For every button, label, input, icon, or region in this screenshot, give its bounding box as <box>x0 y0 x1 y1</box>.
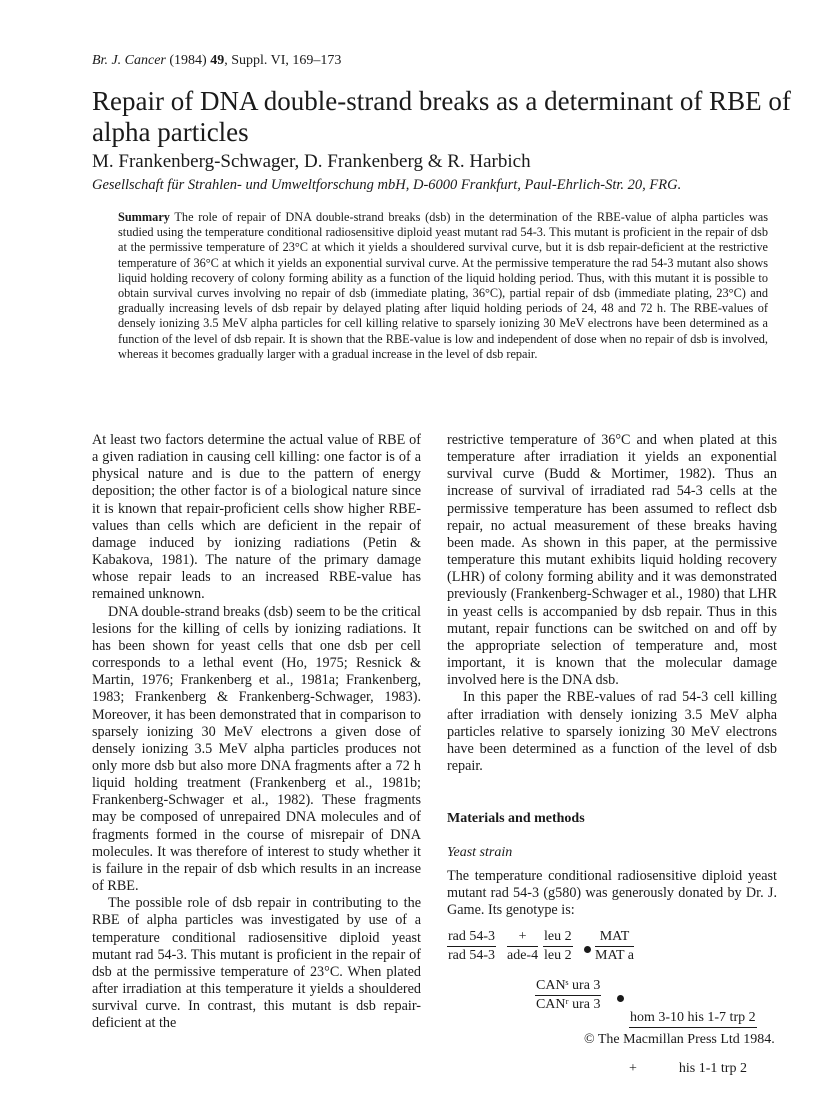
genotype-fraction <box>447 929 496 964</box>
journal-year: (1984) <box>169 53 207 68</box>
journal-name: Br. J. Cancer <box>92 53 166 68</box>
genotype-bottom: ade-4 <box>507 948 539 963</box>
left-column <box>92 432 421 1032</box>
journal-volume: 49 <box>210 53 225 68</box>
genotype-bottom: CANʳ ura 3 <box>535 997 601 1012</box>
genotype-bottom: MAT a <box>595 948 635 963</box>
paragraph: In this paper the RBE-values of rad 54-3 cell killing after irradiation with densely ionizing 3.5 MeV alpha particles relative to sparsely ionizing 30 MeV electrons have been determined as a function of the level of dsb repair. <box>447 689 777 774</box>
yeast-strain-text: The temperature conditional radiosensitive diploid yeast mutant rad 54-3 (g580) was generously donated by Dr. J. Game. Its genotype is: <box>447 868 777 919</box>
paper-title: Repair of DNA double-strand breaks as a determinant of RBE of alpha particles <box>92 86 791 147</box>
paragraph: restrictive temperature of 36°C and when plated at this temperature after irradiation it yields an exponential survival curve (Budd & Mortimer, 1982). Thus an increase of survival of irradiated rad 54-3 cells at the permissive temperature has been assumed to reflect dsb repair, no actual measurement of these breaks having been made. As shown in this paper, at the permissive temperature this mutant exhibits liquid holding recovery (LHR) of colony forming ability and it was demonstrated previously (Frankenberg-Schwager et al., 1980) that LHR in yeast cells is accompanied by dsb repair. Thus in this mutant, repair functions can be switched on and off by the appropriate selection of temperature and, most important, it is known that the molecular damage involved here is the DNA dsb. <box>447 432 777 689</box>
genotype-line-1 <box>447 929 647 969</box>
genotype-fraction <box>595 929 634 964</box>
genotype-top: CANˢ ura 3 <box>535 978 601 996</box>
genotype-top: hom 3-10 his 1-7 trp 2 <box>629 1010 757 1028</box>
paragraph: At least two factors determine the actual value of RBE of a given radiation in causing cell killing: one factor is of a physical nature and is due to the pattern of energy deposition; the other factor is of a biological nature since it is known that repair-proficient cells show higher RBE-values than cells which are deficient in the repair of damage induced by ionizing radiations (Petin & Kabakova, 1981). The nature of the primary damage whose repair leads to an increased RBE-value has remained unknown. <box>92 432 421 603</box>
right-column <box>447 432 777 775</box>
genotype-fraction <box>535 978 601 1013</box>
genotype-dot <box>617 995 624 1002</box>
genotype-top: + <box>507 929 538 947</box>
paragraph: The possible role of dsb repair in contributing to the RBE of alpha particles was investigated by use of a temperature conditional radiosensitive diploid yeast mutant rad 54-3. This mutant is proficient in the repair of dsb at the permissive temperature of 23°C. When plated after irradiation at this temperature it yields a shouldered survival curve. In contrast, this mutant is dsb repair-deficient at the <box>92 895 421 1032</box>
authors: M. Frankenberg-Schwager, D. Frankenberg & R. Harbich <box>92 151 531 172</box>
subsection-heading: Yeast strain <box>447 845 513 860</box>
genotype-bottom: rad 54-3 <box>448 948 496 963</box>
paragraph: DNA double-strand breaks (dsb) seem to be the critical lesions for the killing of cells by ionizing radiations. It has been shown for yeast cells that one dsb per cell corresponds to a lethal event (Ho, 1975; Resnick & Martin, 1976; Frankenberg et al., 1981a; Frankenberg, 1983; Frankenberg & Frankenberg-Schwager, 1983). Moreover, it has been demonstrated that in comparison to sparsely ionizing 30 MeV electrons a given dose of densely ionizing 3.5 MeV alpha particles produces not only more dsb but also more DNA fragments after a 72 h liquid holding treatment (Frankenberg et al., 1981b; Frankenberg-Schwager et al., 1982). These fragments may be composed of unrepaired DNA molecules and of fragments formed in the course of misrepair of DNA molecules. It was therefore of interest to study whether it is failure in the repair of dsb which results in an increase of RBE. <box>92 603 421 895</box>
summary-label: Summary <box>118 210 170 224</box>
journal-pages: , Suppl. VI, 169–173 <box>224 53 342 68</box>
summary <box>118 210 768 362</box>
journal-citation <box>92 53 341 69</box>
genotype-fraction <box>507 929 538 964</box>
affiliation: Gesellschaft für Strahlen- und Umweltforschung mbH, D-6000 Frankfurt, Paul-Ehrlich-Str. 20, FRG. <box>92 177 682 193</box>
genotype-bottom: + his 1-1 trp 2 <box>629 1061 747 1076</box>
genotype-dot <box>584 946 591 953</box>
genotype-top: rad 54-3 <box>447 929 496 947</box>
genotype-bottom: leu 2 <box>544 948 572 963</box>
genotype-fraction <box>543 929 573 964</box>
genotype-top: leu 2 <box>543 929 573 947</box>
genotype-top: MAT <box>595 929 634 947</box>
section-heading: Materials and methods <box>447 811 585 826</box>
copyright: © The Macmillan Press Ltd 1984. <box>584 1032 775 1047</box>
summary-text: The role of repair of DNA double-strand breaks (dsb) in the determination of the RBE-value of alpha particles was studied using the temperature conditional radiosensitive diploid yeast mutant rad 54-3. This mutant is proficient in the repair of dsb at the permissive temperature of 23°C at which it yields a shouldered survival curve, but it is dsb repair-deficient at the restrictive temperature of 36°C at which it yields an exponential survival curve. At the permissive temperature the rad 54-3 mutant also shows liquid holding recovery of colony forming ability as a function of the liquid holding period. Thus, with this mutant it is possible to obtain survival curves involving no repair of dsb (immediate plating, 36°C), partial repair of dsb (immediate plating, 23°C) and gradually increasing levels of dsb repair by delayed plating after liquid holding periods of 24, 48 and 72 h. The RBE-values of densely ionizing 3.5 MeV alpha particles for cell killing relative to sparsely ionizing 30 MeV electrons have been determined as a function of the level of dsb repair. It is shown that the RBE-value is low and independent of dose when no repair of dsb is involved, whereas it becomes gradually larger with a gradual increase in the level of dsb repair. <box>118 210 769 361</box>
